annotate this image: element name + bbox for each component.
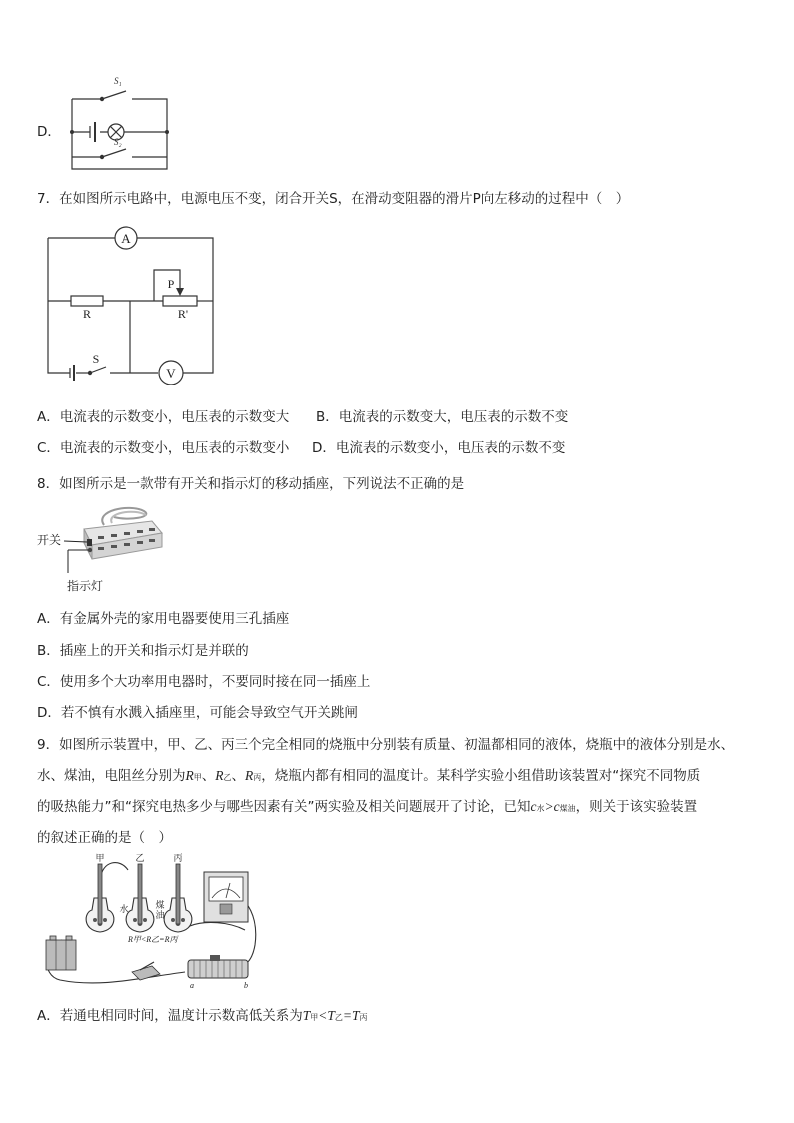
q7-circuit-diagram (40, 225, 225, 385)
q6-option-d-label: D． (37, 124, 61, 140)
q7-switch-label: S (92, 352, 100, 366)
q8-option-a: A．有金属外壳的家用电器要使用三孔插座 (37, 611, 290, 627)
q8-option-c: C．使用多个大功率用电器时，不要同时接在同一插座上 (37, 674, 371, 690)
q6-circuit-diagram (60, 72, 180, 174)
q9-flask-bing-label: 丙 (173, 853, 183, 863)
q9-liquid-kerosene-label-2: 油 (155, 910, 165, 920)
q7-resistor-rprime-label: R' (177, 307, 189, 321)
q7-voltmeter-label: V (166, 366, 176, 381)
q7-slider-label: P (167, 277, 175, 291)
q9-liquid-water-label: 水 (119, 904, 129, 914)
q7-stem: 7．在如图所示电路中，电源电压不变，闭合开关S，在滑动变阻器的滑片P向左移动的过程中（ ） (37, 191, 630, 207)
q6-switch1-label: S₁ (114, 76, 122, 86)
q6-switch2-label: S₂ (114, 137, 122, 147)
q8-indicator-label: 指示灯 (67, 579, 104, 593)
q9-stem-line-4: 的叙述正确的是（ ） (37, 830, 172, 846)
q9-liquid-kerosene-label-1: 煤 (155, 900, 165, 910)
q9-stem-line-2: 水、煤油，电阻丝分别为R甲、R乙、R丙，烧瓶内都有相同的温度计。某科学实验小组借助该装置对“探究不同物质 (37, 768, 701, 784)
q9-terminal-b: b (244, 981, 248, 990)
q8-option-d: D．若不慎有水溅入插座里，可能会导致空气开关跳闸 (37, 705, 358, 721)
q7-resistor-r-label: R (82, 307, 92, 321)
q9-terminal-a: a (190, 981, 194, 990)
q9-apparatus-figure (40, 850, 275, 990)
q9-stem-line-1: 9．如图所示装置中，甲、乙、丙三个完全相同的烧瓶中分别装有质量、初温都相同的液体，烧瓶中的液体分别是水、 (37, 737, 735, 753)
q7-option-a: A．电流表的示数变小，电压表的示数变大 (37, 409, 290, 425)
q7-option-d: D．电流表的示数变小，电压表的示数不变 (312, 440, 566, 456)
q7-ammeter-label: A (121, 231, 131, 246)
q8-stem: 8．如图所示是一款带有开关和指示灯的移动插座，下列说法不正确的是 (37, 476, 465, 492)
q9-option-a: A．若通电相同时间，温度计示数高低关系为T甲<T乙=T丙 (37, 1008, 368, 1024)
q9-resistance-relation: R甲<R乙=R丙 (128, 935, 178, 944)
q8-switch-label: 开关 (37, 533, 62, 547)
q9-flask-jia-label: 甲 (95, 853, 105, 863)
q9-stem-line-3: 的吸热能力”和“探究电热多少与哪些因素有关”两实验及相关问题展开了讨论，已知c水>c煤油，则关于该实验装置 (37, 799, 698, 815)
q8-option-b: B．插座上的开关和指示灯是并联的 (37, 643, 249, 659)
q7-option-c: C．电流表的示数变小，电压表的示数变小 (37, 440, 290, 456)
q9-flask-yi-label: 乙 (135, 853, 145, 863)
q7-option-b: B．电流表的示数变大，电压表的示数不变 (316, 409, 569, 425)
